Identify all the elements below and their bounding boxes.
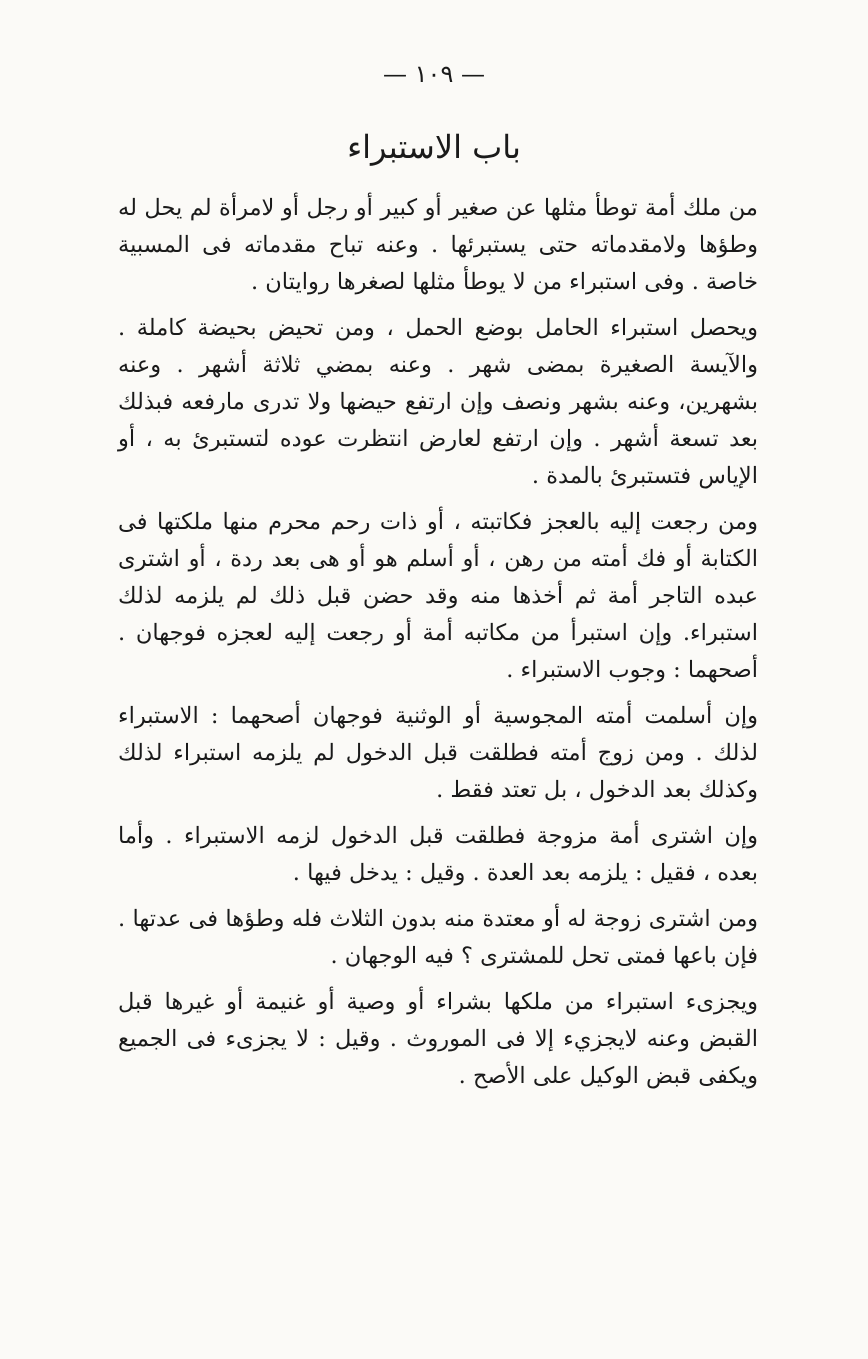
paragraph: ويجزىء استبراء من ملكها بشراء أو وصية أو غنيمة أو غيرها قبل القبض وعنه لايجزيء إلا فى الموروث . وقيل : لا يجزىء فى الجميع ويكفى قبض الوكيل على الأصح . bbox=[118, 989, 758, 1089]
paragraph: ومن رجعت إليه بالعجز فكاتبته ، أو ذات رحم محرم منها ملكتها فى الكتابة أو فك أمته من رهن ، أو أسلم هو أو هى بعد ردة ، أو اشترى عبده التاجر أمة ثم أخذها منه وقد حضن قبل ذلك لم يلزمه لذلك استبراء. وإن استبرأ من مكاتبه أمة أو رجعت إليه لعجزه فوجهان . أصحهما : وجوب الاستبراء . bbox=[118, 509, 758, 683]
paragraph: من ملك أمة توطأ مثلها عن صغير أو كبير أو رجل أو لامرأة لم يحل له وطؤها ولامقدماته حتى يستبرئها . وعنه تباح مقدماته فى المسبية خاصة . وفى استبراء من لا يوطأ مثلها لصغرها روايتان . bbox=[118, 195, 758, 295]
paragraph: وإن اشترى أمة مزوجة فطلقت قبل الدخول لزمه الاستبراء . وأما بعده ، فقيل : يلزمه بعد العدة . وقيل : يدخل فيها . bbox=[118, 823, 758, 886]
chapter-title: باب الاستبراء bbox=[347, 128, 521, 166]
paragraph: وإن أسلمت أمته المجوسية أو الوثنية فوجهان أصحهما : الاستبراء لذلك . ومن زوج أمته فطلقت قبل الدخول لم يلزمه استبراء لذلك وكذلك بعد الدخول ، بل تعتد فقط . bbox=[118, 703, 758, 803]
text-body bbox=[118, 190, 758, 1104]
paragraph: ويحصل استبراء الحامل بوضع الحمل ، ومن تحيض بحيضة كاملة . والآيسة الصغيرة بمضى شهر . وعنه بمضي ثلاثة أشهر . وعنه بشهرين، وعنه بشهر ونصف وإن ارتفع حيضها ولا تدرى مارفعه فبذلك بعد تسعة أشهر . وإن ارتفع لعارض انتظرت عوده لتستبرئ به ، أو الإياس فتستبرئ بالمدة . bbox=[118, 315, 758, 489]
paragraph: ومن اشترى زوجة له أو معتدة منه بدون الثلاث فله وطؤها فى عدتها . فإن باعها فمتى تحل للمشترى ؟ فيه الوجهان . bbox=[118, 906, 758, 969]
page-number: — ١٠٩ — bbox=[383, 60, 485, 88]
